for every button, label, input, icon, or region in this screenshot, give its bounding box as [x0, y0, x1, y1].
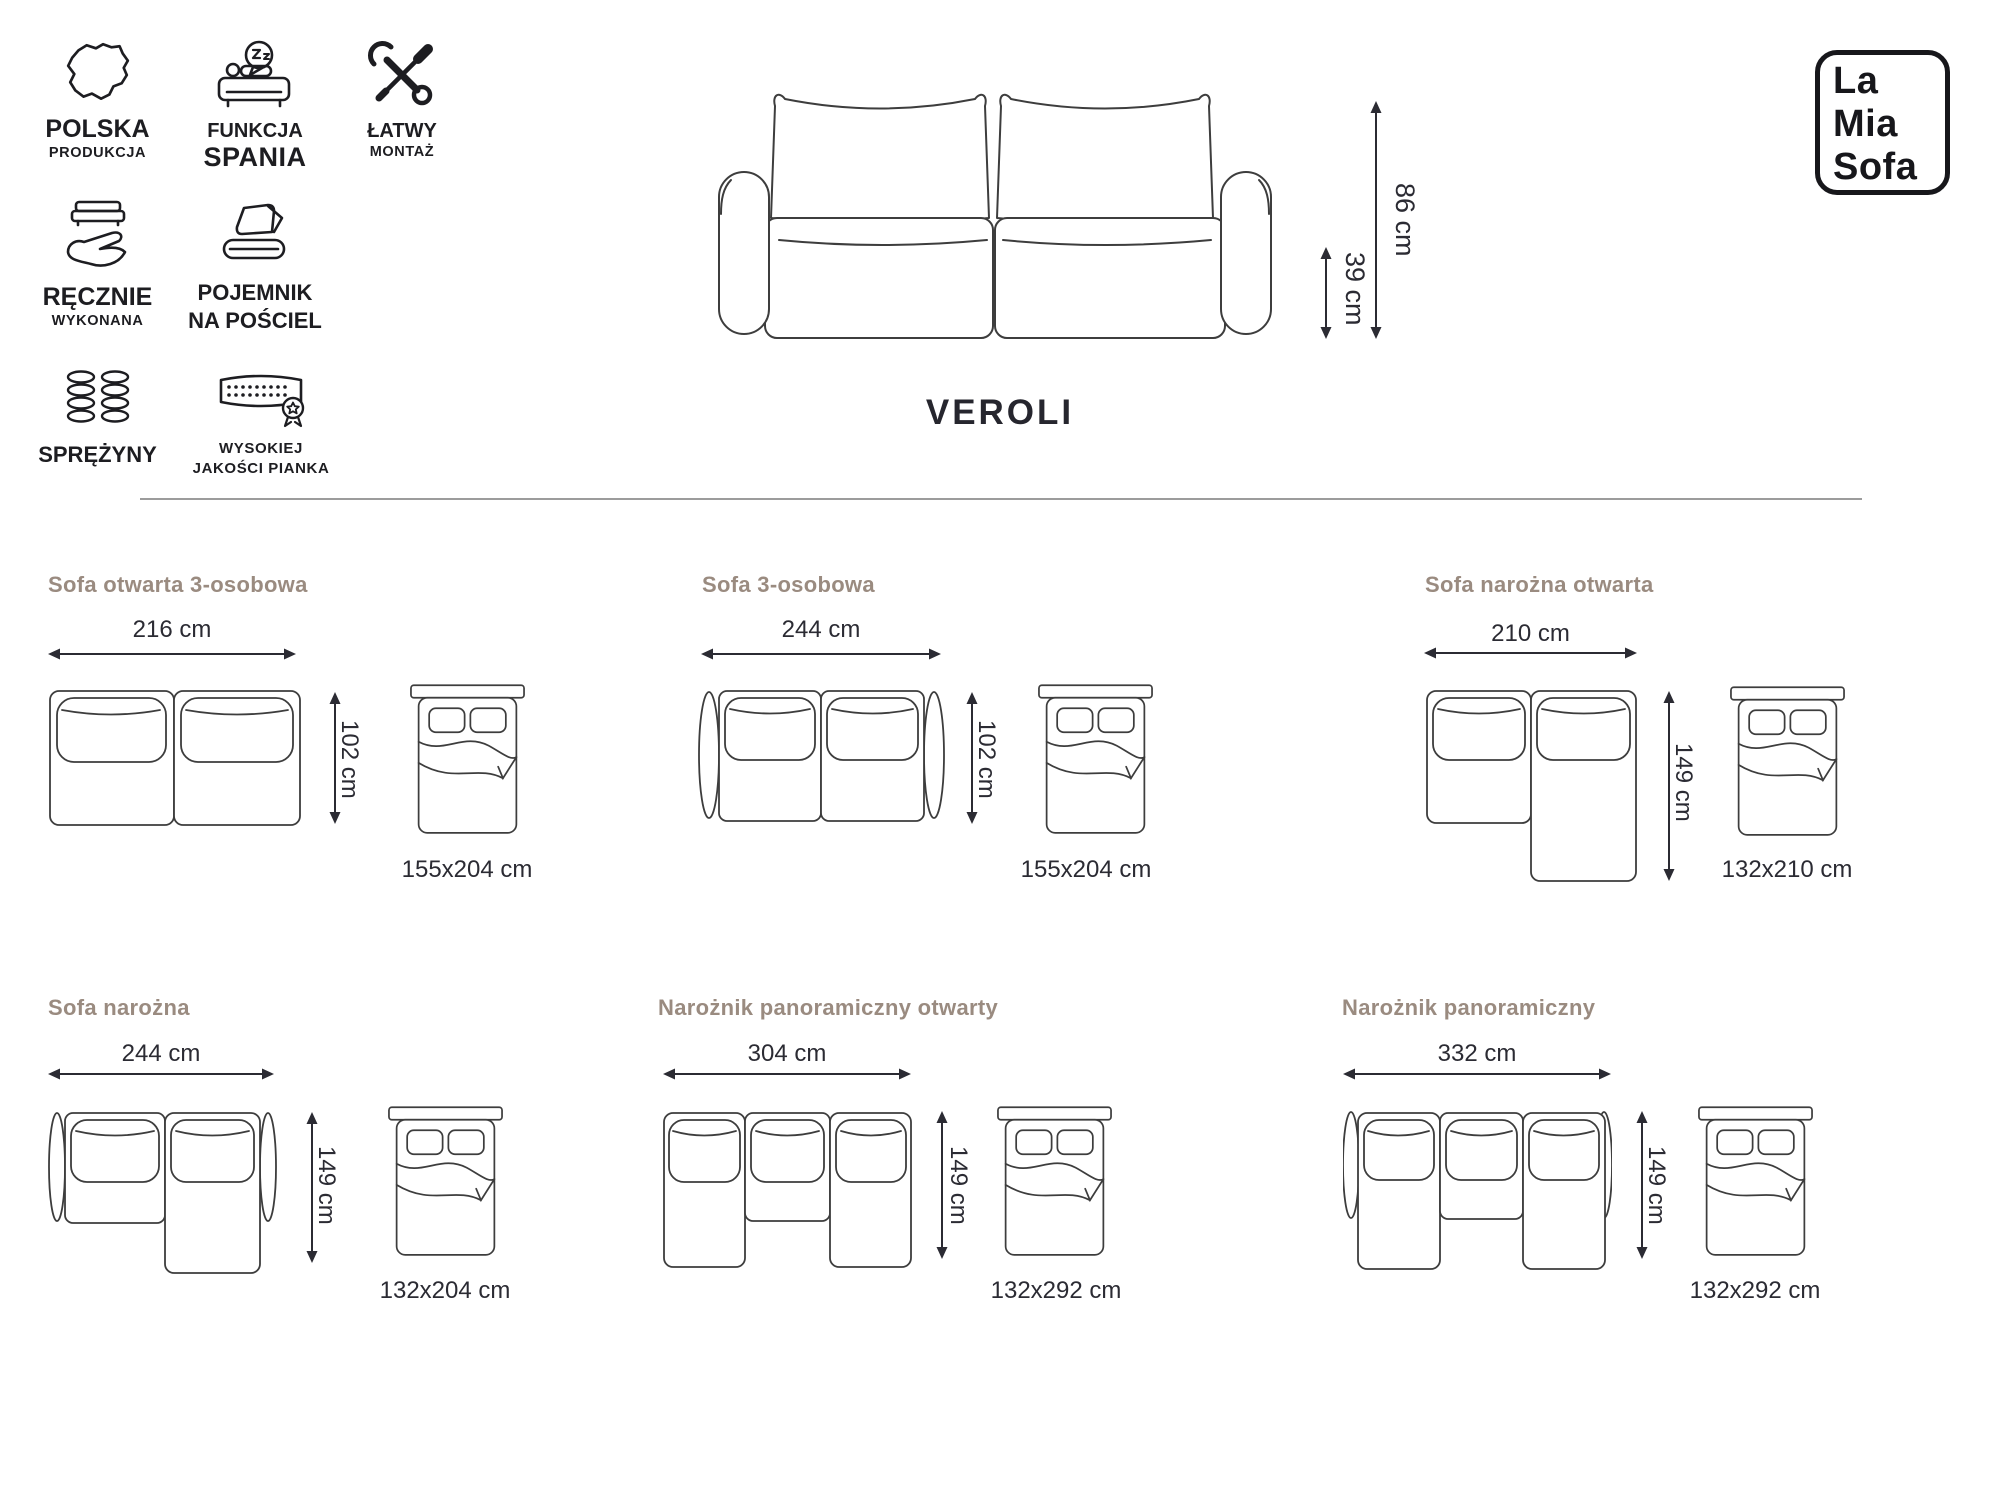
bed-drawing: [1698, 1106, 1813, 1258]
bed-drawing: [388, 1106, 503, 1258]
width-dimension-arrow: [47, 1067, 275, 1081]
poland-map-icon: [62, 40, 134, 106]
bed-size-label: 155x204 cm: [1020, 856, 1152, 883]
width-dimension-label: 304 cm: [747, 1040, 827, 1067]
feature-sleep-function: [180, 40, 330, 173]
width-dimension-arrow: [47, 647, 297, 661]
variant-card-sofa-otwarta: [30, 570, 590, 930]
width-dimension-arrow: [1342, 1067, 1612, 1081]
variant-title: Sofa narożna: [48, 995, 190, 1020]
brand-line: Sofa: [1833, 146, 1918, 188]
bed-size-label: 132x292 cm: [1689, 1277, 1821, 1304]
width-dimension-label: 210 cm: [1491, 620, 1570, 647]
seat-height-dimension-arrow: [1319, 246, 1333, 340]
brand-line: Mia: [1833, 103, 1898, 145]
feature-sublabel: JAKOŚCI PIANKA: [192, 460, 330, 478]
depth-dimension-label: 102 cm: [973, 720, 1000, 799]
feature-foam: [172, 368, 350, 480]
width-dimension-label: 216 cm: [132, 616, 212, 643]
springs-icon: [61, 368, 135, 432]
sofa-top-view-drawing: [1425, 683, 1638, 883]
seat-height-dimension-label: 39 cm: [1340, 252, 1370, 326]
sofa-top-view-drawing: [1343, 1107, 1612, 1271]
feature-bedding-storage: [175, 200, 335, 334]
feature-label: POLSKA: [45, 115, 150, 143]
feature-springs: [30, 368, 165, 469]
sofa-top-view-drawing: [662, 1107, 913, 1269]
width-dimension-label: 244 cm: [781, 616, 861, 643]
depth-dimension-label: 149 cm: [1670, 743, 1697, 822]
variant-title: Sofa 3-osobowa: [702, 572, 875, 597]
variant-title: Sofa otwarta 3-osobowa: [48, 572, 308, 597]
variant-card-naroznik-panoramiczny: [1330, 985, 1890, 1345]
width-dimension-label: 332 cm: [1437, 1040, 1517, 1067]
variant-title: Narożnik panoramiczny otwarty: [658, 995, 998, 1020]
feature-poland: [30, 40, 165, 163]
depth-dimension-label: 149 cm: [313, 1146, 340, 1225]
bed-size-label: 132x210 cm: [1721, 856, 1853, 883]
bed-drawing: [410, 684, 525, 836]
variant-title: Sofa narożna otwarta: [1425, 572, 1654, 597]
variant-card-sofa-3-osobowa: [640, 570, 1200, 930]
width-dimension-label: 244 cm: [121, 1040, 201, 1067]
height-dimension-arrow: [1369, 100, 1383, 340]
variant-card-sofa-narozna: [30, 985, 590, 1345]
bed-size-label: 132x204 cm: [379, 1277, 511, 1304]
feature-sublabel: MONTAŻ: [369, 144, 435, 160]
feature-label: WYSOKIEJ: [219, 440, 303, 457]
feature-sublabel: NA POŚCIEL: [188, 307, 322, 333]
sofa-front-view-drawing: [705, 88, 1285, 348]
bed-drawing: [997, 1106, 1112, 1258]
feature-sublabel: WYKONANA: [51, 312, 144, 329]
sleep-function-icon: [217, 40, 293, 110]
bed-size-label: 155x204 cm: [401, 856, 533, 883]
height-dimension-label: 86 cm: [1390, 183, 1420, 257]
sofa-top-view-drawing: [48, 1107, 277, 1274]
feature-easy-assembly: [352, 40, 452, 163]
bedding-storage-icon: [218, 200, 292, 270]
feature-label: FUNKCJA: [207, 120, 303, 142]
feature-sublabel: PRODUKCJA: [48, 144, 147, 161]
sofa-top-view-drawing: [698, 683, 945, 828]
variant-card-sofa-narozna-otwarta: [1360, 570, 1920, 930]
feature-label: SPRĘŻYNY: [38, 442, 157, 467]
product-title: VEROLI: [925, 393, 1075, 432]
brand-line: La: [1833, 60, 1879, 102]
depth-dimension-label: 149 cm: [945, 1146, 972, 1225]
feature-label: ŁATWY: [367, 120, 437, 142]
feature-handmade: [30, 200, 165, 331]
width-dimension-arrow: [700, 647, 942, 661]
easy-assembly-icon: [367, 40, 437, 110]
variant-title: Narożnik panoramiczny: [1342, 995, 1596, 1020]
feature-label: POJEMNIK: [197, 280, 313, 305]
feature-sublabel: SPANIA: [203, 142, 307, 172]
foam-icon: [211, 368, 311, 430]
divider-line: [140, 498, 1862, 500]
width-dimension-arrow: [662, 1067, 912, 1081]
depth-dimension-label: 149 cm: [1643, 1146, 1670, 1225]
brand-logo: [1815, 50, 1950, 195]
handmade-icon: [62, 200, 134, 274]
bed-drawing: [1038, 684, 1153, 836]
bed-drawing: [1730, 686, 1845, 838]
variant-card-naroznik-panoramiczny-otwarty: [640, 985, 1200, 1345]
sofa-top-view-drawing: [48, 683, 302, 828]
depth-dimension-label: 102 cm: [336, 720, 363, 799]
bed-size-label: 132x292 cm: [990, 1277, 1122, 1304]
feature-label: RĘCZNIE: [42, 283, 153, 311]
width-dimension-arrow: [1423, 646, 1638, 660]
